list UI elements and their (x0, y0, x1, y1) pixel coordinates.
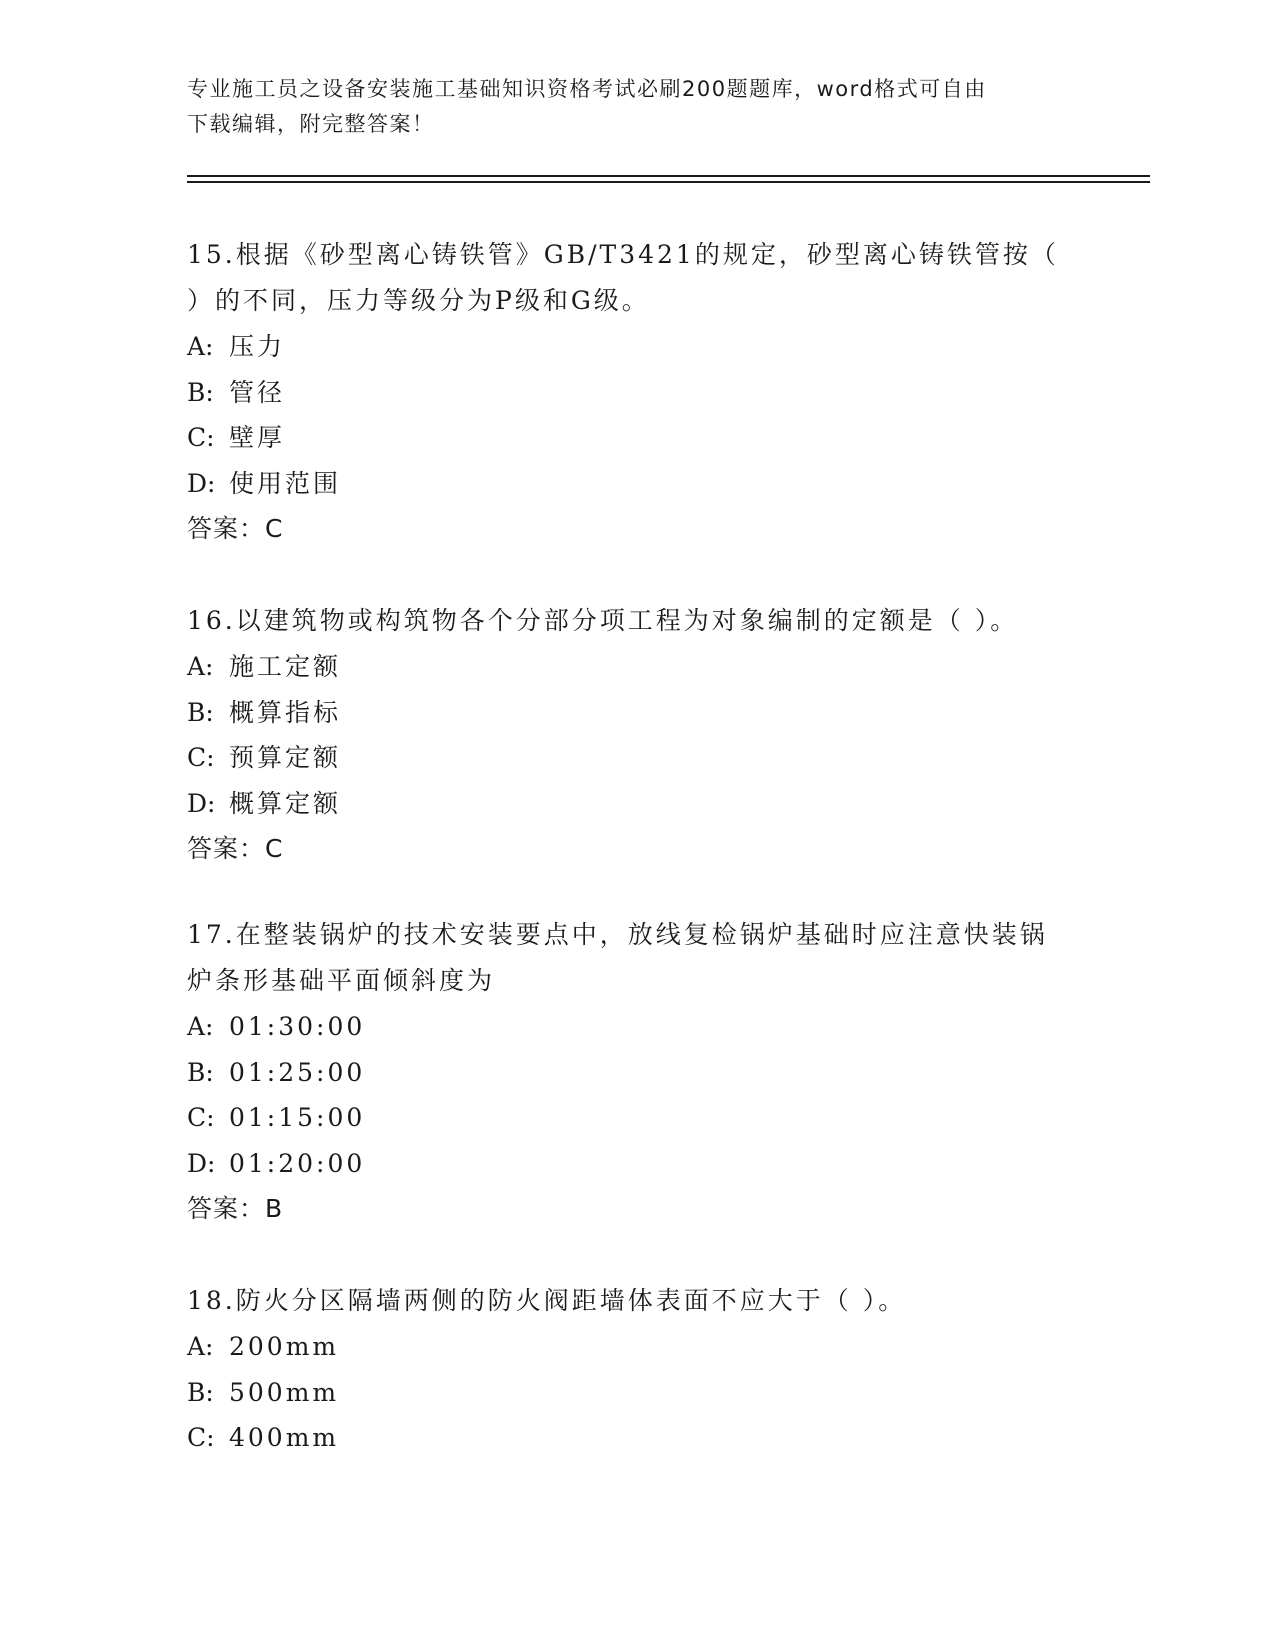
option-text: 施工定额 (229, 652, 342, 681)
option-text: 壁厚 (229, 423, 286, 452)
header-divider-top (187, 175, 1150, 177)
question-16 (187, 598, 1087, 872)
option-text: 400mm (229, 1423, 340, 1452)
question-stem-line-1: 18.防火分区隔墙两侧的防火阀距墙体表面不应大于（ ）。 (187, 1286, 907, 1315)
header-line-1: 专业施工员之设备安装施工基础知识资格考试必刷200题题库，word格式可自由 (187, 77, 987, 101)
question-stem-line-1: 17.在整装锅炉的技术安装要点中，放线复检锅炉基础时应注意快装锅 (187, 920, 1048, 949)
option-b (187, 1370, 1087, 1416)
option-key: C: (187, 1423, 215, 1452)
option-key: D: (187, 1148, 216, 1178)
answer-line: 答案：B (187, 1194, 284, 1223)
option-d (187, 1141, 1087, 1187)
question-stem (187, 912, 1087, 1004)
option-key: A: (187, 1332, 214, 1361)
question-15 (187, 232, 1087, 552)
option-text: 概算指标 (229, 697, 342, 727)
question-stem-line-1: 16.以建筑物或构筑物各个分部分项工程为对象编制的定额是（ ）。 (187, 606, 1019, 635)
option-text: 01:25:00 (229, 1057, 366, 1087)
option-c (187, 415, 1087, 461)
question-stem-line-2: ）的不同，压力等级分为P级和G级。 (187, 286, 650, 315)
option-c (187, 1095, 1087, 1141)
option-b (187, 1050, 1087, 1096)
option-key: C: (187, 423, 215, 452)
option-c (187, 1415, 1087, 1461)
option-text: 01:20:00 (229, 1148, 366, 1178)
option-d (187, 781, 1087, 827)
option-a (187, 644, 1087, 690)
option-key: D: (187, 788, 216, 818)
answer-line: 答案：C (187, 514, 284, 543)
option-text: 预算定额 (229, 743, 342, 772)
question-stem (187, 1278, 1087, 1324)
option-key: A: (187, 332, 214, 361)
option-key: C: (187, 1103, 215, 1132)
question-stem (187, 232, 1087, 324)
option-text: 01:30:00 (229, 1012, 366, 1041)
answer-line: 答案：C (187, 834, 284, 863)
header-divider-bottom (187, 181, 1150, 183)
option-d (187, 461, 1087, 507)
option-b (187, 370, 1087, 416)
option-c (187, 735, 1087, 781)
option-text: 使用范围 (229, 468, 342, 498)
option-text: 概算定额 (229, 788, 342, 818)
option-text: 500mm (229, 1377, 340, 1407)
question-stem-line-2: 炉条形基础平面倾斜度为 (187, 966, 496, 995)
option-text: 01:15:00 (229, 1103, 366, 1132)
question-stem (187, 598, 1087, 644)
question-stem-line-1: 15.根据《砂型离心铸铁管》GB/T3421的规定，砂型离心铸铁管按（ (187, 240, 1059, 269)
option-key: B: (187, 377, 214, 407)
option-key: B: (187, 1057, 214, 1087)
option-key: B: (187, 1377, 214, 1407)
option-key: A: (187, 1012, 214, 1041)
option-a (187, 1324, 1087, 1370)
option-text: 管径 (229, 377, 286, 407)
option-key: B: (187, 697, 214, 727)
option-text: 压力 (229, 332, 286, 361)
question-18 (187, 1278, 1087, 1461)
option-a (187, 324, 1087, 370)
question-17 (187, 912, 1087, 1232)
option-key: A: (187, 652, 214, 681)
option-key: C: (187, 743, 215, 772)
option-b (187, 690, 1087, 736)
option-text: 200mm (229, 1332, 340, 1361)
option-key: D: (187, 468, 216, 498)
header-line-2: 下载编辑，附完整答案！ (187, 112, 435, 136)
option-a (187, 1004, 1087, 1050)
document-header (187, 72, 1087, 142)
